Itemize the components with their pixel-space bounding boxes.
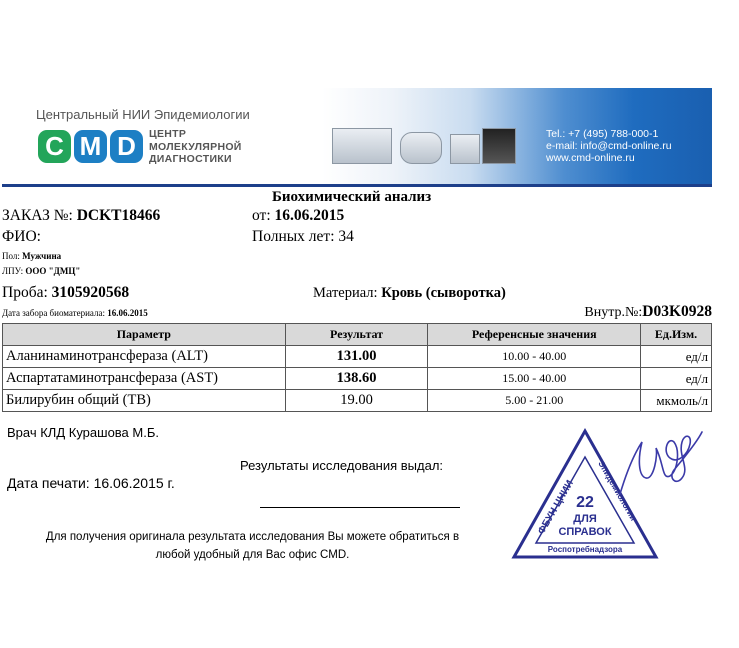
age-value: 34	[338, 228, 354, 245]
reference-cell: 5.00 - 21.00	[428, 390, 641, 412]
probe-line: Проба: 3105920568	[2, 284, 130, 301]
sex-value: Мужчина	[22, 251, 62, 261]
collect-date: 16.06.2015	[107, 308, 148, 318]
table-row	[3, 346, 712, 368]
table-header-row	[3, 324, 712, 346]
document-title: Биохимический анализ	[272, 189, 432, 205]
order-number: DCKT18466	[76, 207, 161, 224]
original-note: Для получения оригинала результата исследования Вы можете обратиться в любой удобный для Вас офис CMD.	[45, 531, 460, 561]
result-cell: 131.00	[285, 346, 428, 368]
order-date-line: от: 16.06.2015	[252, 207, 345, 224]
probe-number: 3105920568	[51, 284, 130, 301]
material-value: Кровь (сыворотка)	[381, 285, 506, 301]
unit-cell: ед/л	[641, 346, 712, 368]
print-date: 16.06.2015 г.	[93, 475, 175, 491]
header-reference: Референсные значения	[428, 324, 641, 346]
print-date-line: Дата печати: 16.06.2015 г.	[7, 475, 175, 491]
contact-email: e-mail: info@cmd-online.ru	[546, 140, 672, 152]
institute-name: Центральный НИИ Эпидемиологии	[36, 107, 250, 122]
stamp-number: 22	[576, 494, 594, 511]
signature-line	[260, 507, 460, 508]
param-cell: Аланинаминотрансфераза (ALT)	[3, 346, 286, 368]
stamp-bottom-text: Роспотребнадзора	[547, 545, 623, 554]
issued-by-label: Результаты исследования выдал:	[240, 458, 444, 473]
param-cell: Аспартатаминотрансфераза (AST)	[3, 368, 286, 390]
logo-letter-d: D	[110, 130, 143, 163]
contact-phone: Tel.: +7 (495) 788-000-1	[546, 128, 659, 140]
stamp-left-text: ФБУН ЦНИИ	[536, 478, 576, 537]
logo-letter-m: M	[74, 130, 107, 163]
lpu-value: ООО "ДМЦ"	[25, 266, 81, 276]
logo-letter-c: C	[38, 130, 71, 163]
analyzer-image	[450, 134, 480, 164]
stamp-right-text: Эпидемиологии	[596, 459, 639, 523]
pcr-device-image	[482, 128, 516, 164]
order-line: ЗАКАЗ №: DCKT18466	[2, 207, 161, 224]
lpu-line: ЛПУ: ООО "ДМЦ"	[2, 266, 81, 276]
order-date: 16.06.2015	[274, 207, 345, 224]
table-row	[3, 390, 712, 412]
param-cell: Билирубин общий (ТВ)	[3, 390, 286, 412]
header-divider	[2, 184, 712, 187]
collect-date-line: Дата забора биоматериала: 16.06.2015	[2, 308, 148, 318]
logo-tagline: ЦЕНТР МОЛЕКУЛЯРНОЙ ДИАГНОСТИКИ	[149, 128, 242, 165]
sex-line: Пол: Мужчина	[2, 251, 62, 261]
table-row	[3, 368, 712, 390]
unit-cell: ед/л	[641, 368, 712, 390]
stamp-line2: СПРАВОК	[558, 526, 612, 538]
internal-number: D03K0928	[642, 303, 712, 320]
result-cell: 19.00	[285, 390, 428, 412]
internal-number-line: Внутр.№:D03K0928	[584, 303, 712, 320]
lab-robot-image	[332, 128, 392, 164]
unit-cell: мкмоль/л	[641, 390, 712, 412]
contact-website: www.cmd-online.ru	[546, 152, 635, 164]
header-unit: Ед.Изм.	[641, 324, 712, 346]
cmd-logo	[38, 130, 143, 163]
result-cell: 138.60	[285, 368, 428, 390]
centrifuge-image	[400, 132, 442, 164]
results-table	[2, 323, 712, 412]
header-contacts	[546, 128, 672, 164]
header-parameter: Параметр	[3, 324, 286, 346]
signature-stroke	[620, 432, 702, 494]
doctor-name: Врач КЛД Курашова М.Б.	[7, 425, 159, 440]
reference-cell: 10.00 - 40.00	[428, 346, 641, 368]
handwritten-signature	[612, 424, 707, 499]
material-line: Материал: Кровь (сыворотка)	[313, 285, 506, 301]
age-line: Полных лет: 34	[252, 228, 354, 245]
fio-label: ФИО:	[2, 228, 41, 245]
reference-cell: 15.00 - 40.00	[428, 368, 641, 390]
stamp-line1: ДЛЯ	[573, 513, 597, 525]
header-result: Результат	[285, 324, 428, 346]
